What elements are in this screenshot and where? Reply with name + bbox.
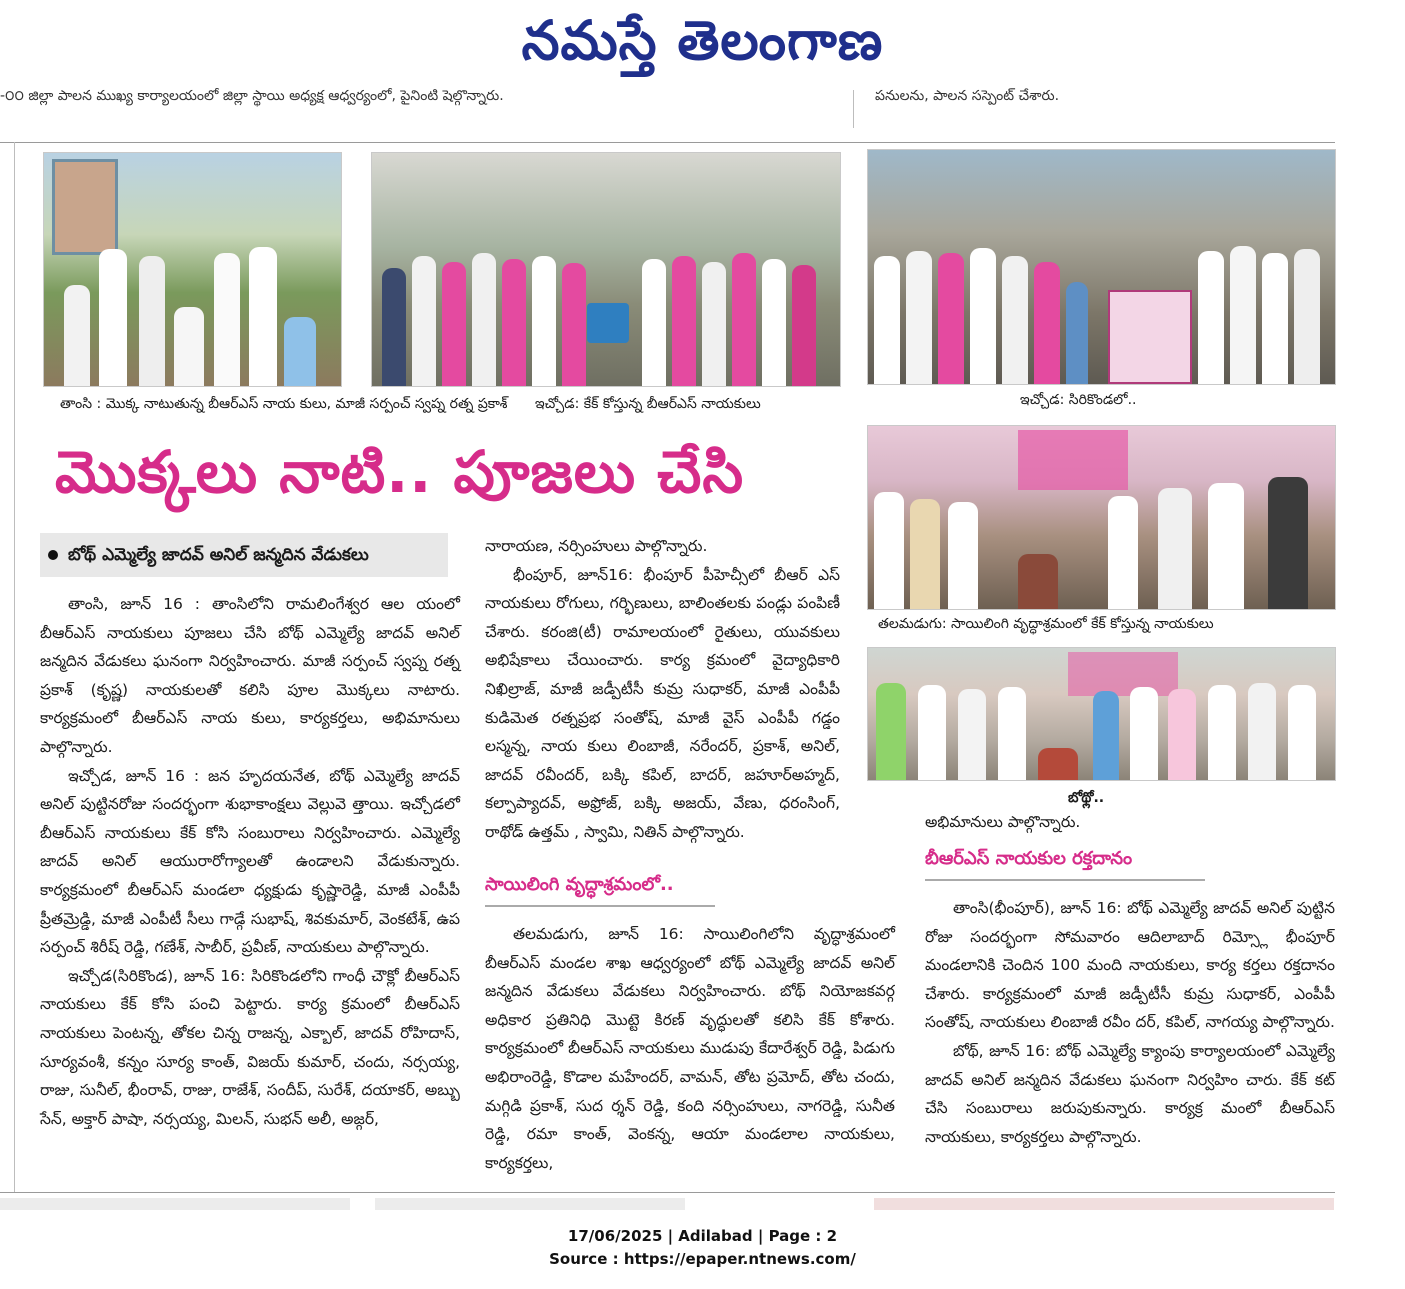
article-column-3-lower — [925, 894, 1335, 1151]
paragraph-both: బోథ్, జూన్ 16: బోథ్ ఎమ్మెల్యే క్యాంపు కార్యాలయంలో ఎమ్మెల్యే జాదవ్ అనిల్ జన్మదిన వేడుకలు ఘనంగా నిర్వహిం చారు. కేక్ కట్ చేసి సంబురాలు జరుపుకున్నారు. కార్యక్ర మంలో బీఆర్ఎస్ నాయకులు, కార్యకర్తలు పాల్గొన్నారు. — [925, 1041, 1335, 1146]
paragraph-continued: అభిమానులు పాల్గొన్నారు. — [925, 813, 1081, 831]
paragraph-bhimpur: భీంపూర్, జూన్16: భీంపూర్ పీహెచ్సీలో బీఆర్ ఎస్ నాయకులు రోగులు, గర్భిణులు, బాలింతలకు పండ్లు పంపిణీ చేశారు. కరంజి(టీ) రామాలయంలో రైతులు, యువకులు అభిషేకాలు చేయించారు. కార్య క్రమంలో వైద్యాధికారి నిఖిల్రాజ్, మాజీ జడ్పీటీసీ కుమ్ర సుధాకర్, మాజీ ఎంపీపీ కుడిమెత రత్నప్రభ సంతోష్, మాజీ వైస్ ఎంపీపీ గడ్డం లస్మన్న, నాయ కులు లింబాజీ, నరేందర్, ప్రకాశ్, అనిల్, జాదవ్ రవీందర్, బక్కి కపిల్, బాదర్, జహూర్అహ్మద్, కల్పాప్యాదవ్, అఫ్రోజ్, బక్కి అజయ్, వేణు, ధరంసింగ్, రాథోడ్ ఉత్తమ్ , స్వామి, నితిన్ పాల్గొన్నారు. — [485, 565, 840, 841]
photo-people-group — [44, 242, 341, 386]
caption-talamadugu: తలమడుగు: సాయిలింగి వృద్ధాశ్రమంలో కేక్ కోస్తున్న నాయకులు — [878, 616, 1214, 632]
photo-people-group — [868, 472, 1335, 609]
caption-ichoda: ఇచ్చోడ: కేక్ కోస్తున్న బీఆర్ఎస్ నాయకులు — [535, 396, 761, 412]
top-divider — [853, 90, 854, 128]
subhead-sailingi: సాయిలింగి వృద్ధాశ్రమంలో.. — [485, 874, 674, 895]
top-rule — [0, 142, 1335, 143]
photo-people-group — [868, 674, 1335, 780]
masthead — [0, 0, 1405, 82]
photo-both — [867, 647, 1336, 781]
paragraph-continued: నారాయణ, నర్సింహులు పాల్గొన్నారు. — [485, 537, 708, 555]
caption-both: బోథ్లో.. — [1068, 790, 1105, 806]
subhead-underline — [485, 905, 715, 907]
headline: మొక్కలు నాటి.. పూజలు చేసి — [55, 438, 745, 506]
subhead-underline — [925, 879, 1205, 881]
paragraph-talamadugu: తలమడుగు, జూన్ 16: సాయిలింగిలోని వృద్ధాశ్రమంలో బీఆర్ఎస్ మండల శాఖ ఆధ్వర్యంలో బోథ్ ఎమ్మెల్యే జాదవ్ అనిల్ జన్మదిన వేడుకలు వేడుకలు నిర్వహించారు. బోథ్ నియోజకవర్గ అధికార ప్రతినిధి మొట్టె కిరణ్ వృద్ధులతో కలిసి కేక్ కోశారు. కార్యక్రమంలో బీఆర్ఎస్ నాయకులు ముడుపు కేదారేశ్వర్ రెడ్డి, పిడుగు అభిరాంరెడ్డి, కొడాల మహేందర్, వామన్, తోట ప్రమోద్, తోట చందు, మగ్గిడి ప్రకాశ్, సుద ర్శన్ రెడ్డి, కంది నర్సింహులు, నాగరెడ్డి, సునీత రెడ్డి, రమా కాంత్, వెంకన్న, ఆయా మండలాల నాయకులు, కార్యకర్తలు, — [485, 925, 895, 1172]
photo-tamsi-planting — [43, 152, 342, 387]
paragraph-blood-donation: తాంసి(భీంపూర్), జూన్ 16: బోథ్ ఎమ్మెల్యే జాదవ్ అనిల్ పుట్టిన రోజు సందర్భంగా సోమవారం ఆదిలాబాద్ రిమ్స్లో భీంపూర్ మండలానికి చెందిన 100 మంది నాయకులు, కార్య కర్తలు రక్తదానం చేశారు. కార్యక్రమంలో మాజీ జడ్పీటీసీ కుమ్ర సుధాకర్, ఎంపీపీ సంతోష్, నాయకులు లింబాజీ రవీం దర్, కపిల్, నాగయ్య పాల్గొన్నారు. — [925, 899, 1335, 1032]
photo-sirikonda — [867, 149, 1336, 385]
bottom-rule — [0, 1192, 1335, 1193]
paragraph-ichoda: ఇచ్చోడ, జూన్ 16 : జన హృదయనేత, బోథ్ ఎమ్మెల్యే జాదవ్ అనిల్ పుట్టినరోజు సందర్భంగా శుభాకాంక్షలు వెల్లువె త్తాయి. ఇచ్చోడలో బీఆర్ఎస్ నాయకులు కేక్ కోసి సంబురాలు నిర్వహించారు. ఎమ్మెల్యే జాదవ్ అనిల్ ఆయురారోగ్యాలతో ఉండాలని వేడుకున్నారు. కార్యక్రమంలో బీఆర్ఎస్ మండలా ధ్యక్షుడు కృష్ణారెడ్డి, మాజీ ఎంపీపీ ప్రీతమ్రెడ్డి, మాజీ ఎంపీటీ సీలు గాడ్గే సుభాష్, శివకుమార్, వెంకటేశ్, ఉప సర్పంచ్ శిరీష్ రెడ్డి, గణేశ్, సాబీర్, ప్రవీణ్, నాయకులు పాల్గొన్నారు. — [40, 766, 460, 957]
kicker — [40, 533, 448, 577]
footer-source: Source : https://epaper.ntnews.com/ — [549, 1250, 856, 1268]
photo-talamadugu — [867, 425, 1336, 610]
cutoff-strip-mid — [375, 1198, 685, 1210]
footer-dateline: 17/06/2025 | Adilabad | Page : 2 — [567, 1227, 838, 1245]
article-column-3 — [925, 808, 1335, 837]
cutoff-strip-right — [874, 1198, 1334, 1210]
newspaper-title: నమస్తే తెలంగాణ — [521, 8, 884, 72]
bullet-icon — [48, 550, 58, 560]
subhead-blood-donation: బీఆర్ఎస్ నాయకుల రక్తదానం — [925, 848, 1133, 869]
photo-people-group — [868, 239, 1335, 384]
top-strip-right: పనులను, పాలన సస్పెంట్ చేశారు. — [875, 88, 1060, 104]
caption-sirikonda: ఇచ్చోడ: సిరికొండలో.. — [1020, 392, 1137, 408]
cutoff-strip-left — [0, 1198, 350, 1210]
article-column-2 — [485, 532, 840, 847]
paragraph-tamsi: తాంసి, జూన్ 16 : తాంసిలోని రామలింగేశ్వర ఆల యంలో బీఆర్ఎస్ నాయకులు పూజలు చేసి బోథ్ ఎమ్మెల్యే జాదవ్ అనిల్ జన్మదిన వేడుకలు ఘనంగా నిర్వహించారు. మాజీ సర్పంచ్ స్వప్న రత్న ప్రకాశ్ (కృష్ణ) నాయకులతో కలిసి పూల మొక్కలు నాటారు. కార్యక్రమంలో బీఆర్ఎస్ నాయ కులు, కార్యకర్తలు, అభిమానులు పాల్గొన్నారు. — [40, 595, 460, 756]
caption-tamsi: తాంసి : మొక్క నాటుతున్న బీఆర్ఎస్ నాయ కులు, మాజీ సర్పంచ్ స్వప్న రత్న ప్రకాశ్ — [60, 396, 508, 412]
article-column-1 — [40, 590, 460, 1133]
top-strip-left: -౦౦ జిల్లా పాలన ముఖ్య కార్యాలయంలో జిల్లా స్థాయి అధ్యక్ష ఆధ్వర్యంలో, పైనింటి షెల్గొన్నారు. — [0, 88, 504, 104]
kicker-text: బోథ్ ఎమ్మెల్యే జాదవ్ అనిల్ జన్మదిన వేడుకలు — [68, 545, 369, 565]
article-column-2-lower — [485, 920, 895, 1177]
left-margin-rule — [14, 142, 15, 1192]
photo-people-group — [372, 242, 840, 386]
photo-ichoda-cake — [371, 152, 841, 387]
paragraph-sirikonda: ఇచ్చోడ(సిరికొండ), జూన్ 16: సిరికొండలోని గాంధీ చౌక్లో బీఆర్ఎస్ నాయకులు కేక్ కోసి పంచి పెట్టారు. కార్య క్రమంలో బీఆర్ఎస్ నాయకులు పెంటన్న, తోకల చిన్న రాజన్న, ఎక్బాల్, జాదవ్ రోహిదాస్, సూర్యవంశీ, కన్నం సూర్య కాంత్, విజయ్ కుమార్, చందు, నర్సయ్య, రాజు, సునీల్, భీంరావ్, రాజు, రాజేశ్, సందీప్, సురేశ్, దయాకర్, అబ్బు సేన్, అక్తార్ పాషా, నర్సయ్య, మిలన్, సుభన్ అలీ, అజ్గర్, — [40, 966, 460, 1128]
